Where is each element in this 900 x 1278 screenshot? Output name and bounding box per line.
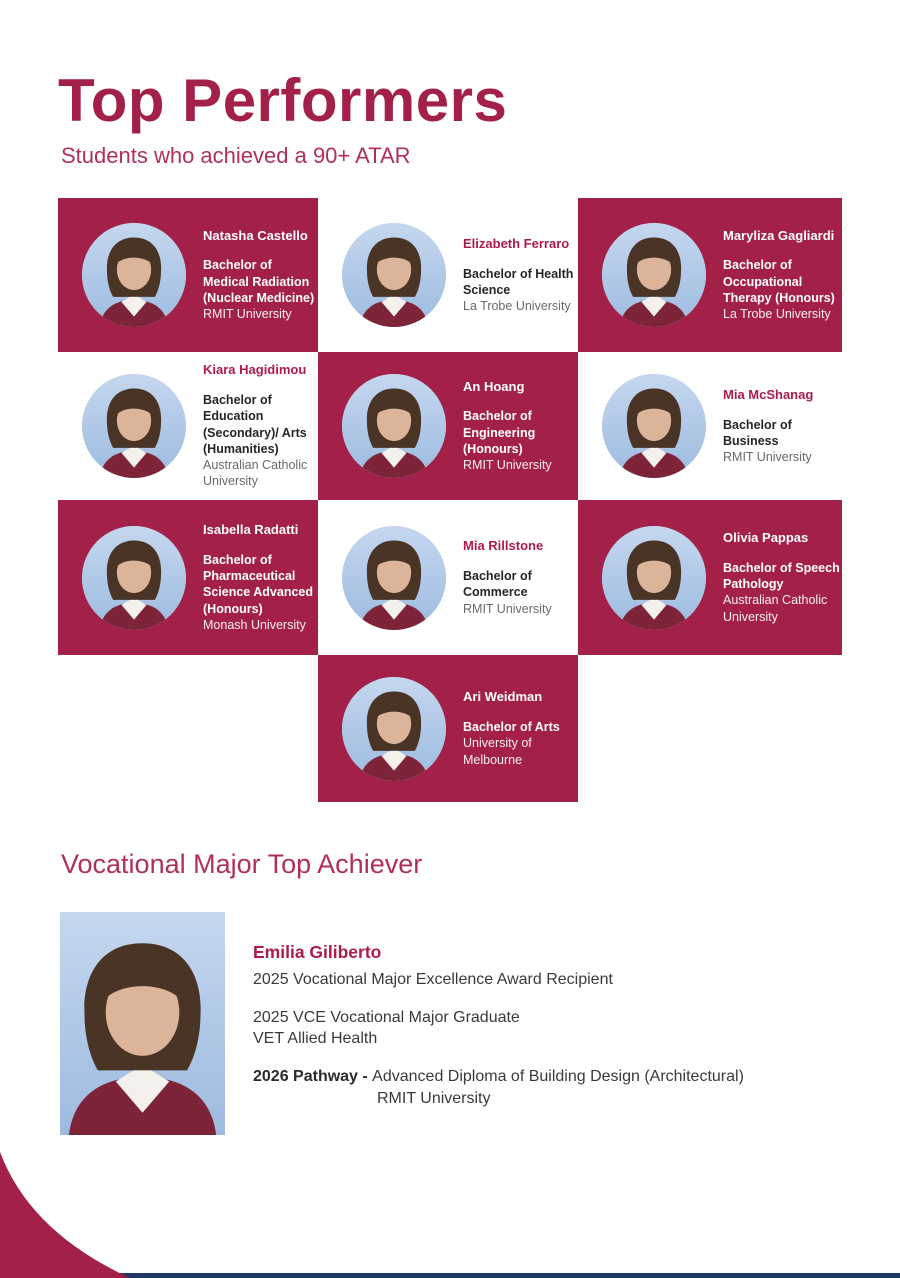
student-university: RMIT University [463, 458, 552, 473]
student-degree: Bachelor of Business [723, 417, 792, 448]
student-card [58, 500, 318, 655]
student-university: Monash University [203, 617, 306, 632]
student-photo [602, 374, 706, 478]
student-card-text [463, 236, 578, 315]
vocational-pathway [253, 1066, 873, 1108]
student-name: Olivia Pappas [723, 530, 809, 546]
vocational-graduate [253, 1007, 873, 1049]
student-portrait-icon [342, 526, 446, 630]
students-grid [58, 198, 842, 802]
student-name: Isabella Radatti [203, 521, 299, 537]
student-photo [82, 526, 186, 630]
student-portrait-icon [82, 374, 186, 478]
vocational-pathway-label: 2026 Pathway - [253, 1068, 373, 1086]
vocational-portrait-icon [60, 912, 225, 1135]
student-university: RMIT University [463, 601, 552, 616]
student-card [318, 352, 578, 500]
student-photo [342, 374, 446, 478]
student-card-text [463, 689, 578, 768]
student-card-text [203, 228, 318, 323]
student-degree: Bachelor of Pharmaceutical Science Advanced (Honours) [203, 552, 314, 616]
student-university: RMIT University [723, 450, 812, 465]
student-card [318, 198, 578, 352]
student-card [318, 655, 578, 802]
student-degree: Bachelor of Commerce [463, 569, 532, 600]
student-card [58, 352, 318, 500]
student-name: Mia Rillstone [463, 538, 544, 554]
student-university: La Trobe University [723, 307, 831, 322]
student-card [318, 500, 578, 655]
student-degree: Bachelor of Health Science [463, 266, 574, 297]
footer-bar [57, 1273, 900, 1278]
student-portrait-icon [82, 526, 186, 630]
student-portrait-icon [82, 223, 186, 327]
student-portrait-icon [342, 223, 446, 327]
vocational-pathway-value: Advanced Diploma of Building Design (Architectural) [372, 1068, 744, 1086]
vocational-pathway-university: RMIT University [377, 1089, 491, 1107]
vocational-award: 2025 Vocational Major Excellence Award Recipient [253, 971, 613, 989]
student-card [578, 500, 842, 655]
student-photo [342, 223, 446, 327]
student-card-text [203, 362, 318, 489]
student-name: Kiara Hagidimou [203, 362, 307, 378]
student-photo [602, 526, 706, 630]
student-portrait-icon [602, 526, 706, 630]
student-card-text [463, 538, 578, 617]
student-photo [342, 677, 446, 781]
vocational-graduate-line1: 2025 VCE Vocational Major Graduate [253, 1009, 520, 1027]
vocational-name: Emilia Giliberto [253, 942, 382, 962]
student-degree: Bachelor of Arts [463, 720, 560, 735]
student-photo [602, 223, 706, 327]
student-card [578, 352, 842, 500]
page-title: Top Performers [58, 67, 508, 134]
vocational-pathway-line [253, 1066, 873, 1087]
corner-decoration [0, 1152, 130, 1278]
student-name: Natasha Castello [203, 227, 308, 243]
student-photo [82, 374, 186, 478]
student-name: Elizabeth Ferraro [463, 235, 570, 251]
student-card-text [203, 522, 318, 633]
student-university: RMIT University [203, 307, 292, 322]
student-degree: Bachelor of Education (Secondary)/ Arts (Humanities) [203, 393, 307, 456]
student-photo [342, 526, 446, 630]
page-subtitle: Students who achieved a 90+ ATAR [61, 143, 411, 168]
student-name: An Hoang [463, 378, 525, 394]
student-university: La Trobe University [463, 299, 571, 314]
student-university: University of Melbourne [463, 736, 532, 767]
student-university: Australian Catholic University [203, 458, 308, 489]
vocational-heading: Vocational Major Top Achiever [61, 849, 423, 879]
student-degree: Bachelor of Speech Pathology [723, 560, 840, 592]
student-portrait-icon [342, 374, 446, 478]
student-portrait-icon [602, 374, 706, 478]
student-card-text [463, 379, 578, 474]
student-card-text [723, 387, 842, 466]
vocational-graduate-line2: VET Allied Health [253, 1030, 378, 1048]
student-photo [82, 223, 186, 327]
student-degree: Bachelor of Engineering (Honours) [463, 409, 536, 456]
student-card-text [723, 530, 842, 625]
student-name: Maryliza Gagliardi [723, 227, 835, 243]
student-degree: Bachelor of Occupational Therapy (Honours) [723, 258, 835, 305]
vocational-photo [60, 912, 225, 1135]
student-university: Australian Catholic University [723, 593, 828, 624]
student-name: Ari Weidman [463, 689, 543, 705]
student-portrait-icon [342, 677, 446, 781]
student-degree: Bachelor of Medical Radiation (Nuclear Medicine) [203, 258, 315, 305]
student-portrait-icon [602, 223, 706, 327]
vocational-details [253, 941, 873, 1109]
student-card [578, 198, 842, 352]
student-card-text [723, 228, 842, 323]
student-card [58, 198, 318, 352]
student-name: Mia McShanag [723, 386, 814, 402]
